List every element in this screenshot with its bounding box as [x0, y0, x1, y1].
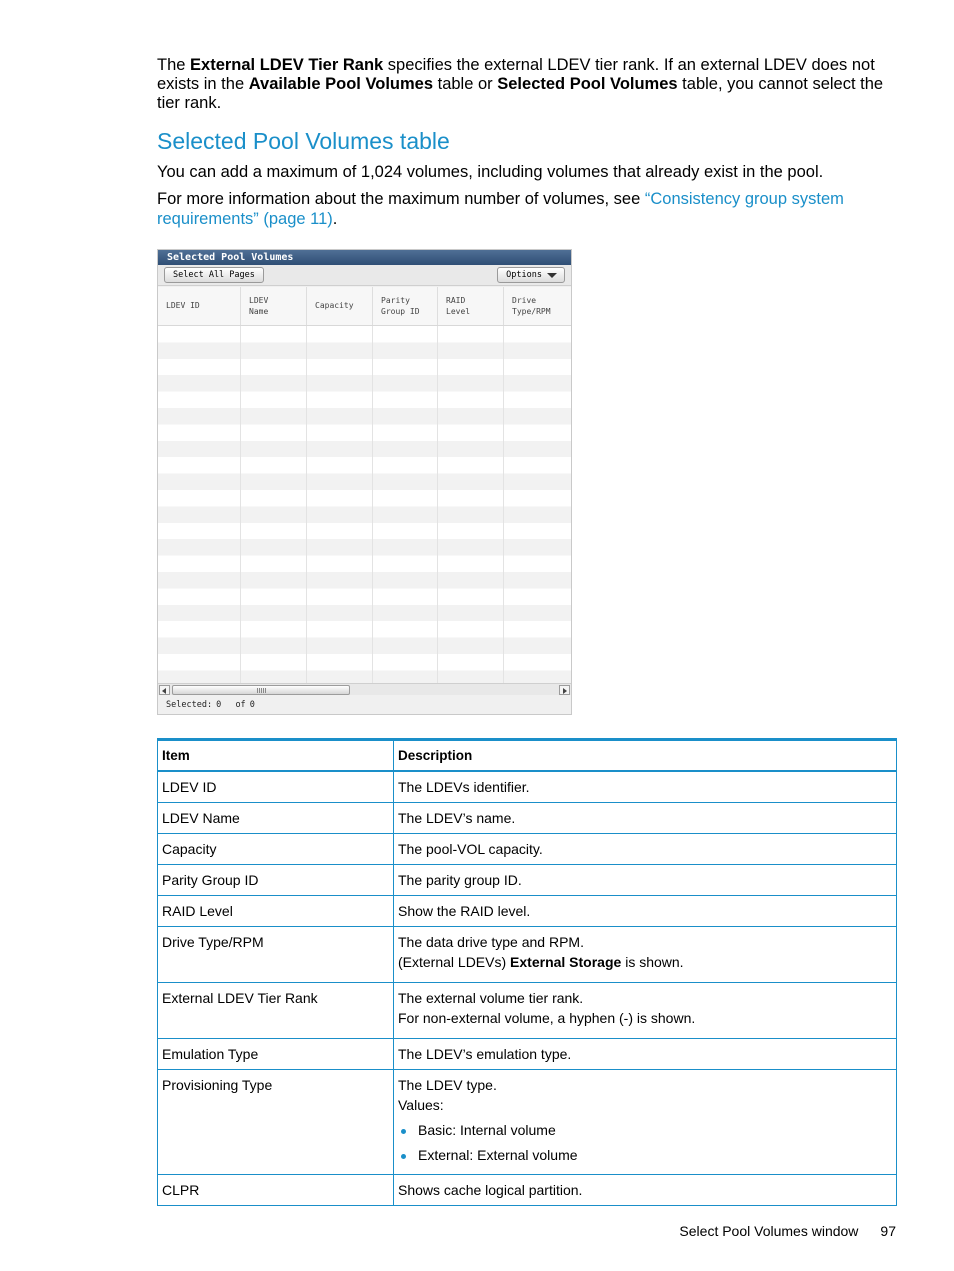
scroll-left-icon[interactable]: [159, 685, 170, 695]
table-row: RAID Level Show the RAID level.: [158, 896, 897, 927]
scroll-right-icon[interactable]: [559, 685, 570, 695]
col-header-drive-type[interactable]: Drive Type/RPM: [512, 296, 551, 316]
table-row: Parity Group ID The parity group ID.: [158, 865, 897, 896]
intro-paragraph: The External LDEV Tier Rank specifies the external LDEV tier rank. If an external LDEV does not exists in the Available Pool Volumes table or Selected Pool Volumes table, you cannot select the tier rank.: [157, 56, 884, 112]
horizontal-scrollbar[interactable]: [158, 683, 571, 695]
provisioning-values-list: [398, 1122, 892, 1164]
table-row: LDEV Name The LDEV’s name.: [158, 803, 897, 834]
grip-icon: [257, 688, 267, 693]
list-item: Basic: Internal volume: [398, 1122, 892, 1139]
panel-title: Selected Pool Volumes: [158, 250, 571, 265]
table-row: LDEV ID The LDEVs identifier.: [158, 771, 897, 803]
col-header-ldev-name[interactable]: LDEV Name: [241, 287, 307, 325]
col-header-ldev-id[interactable]: LDEV ID: [158, 287, 241, 325]
list-item: External: External volume: [398, 1147, 892, 1164]
description-table: [157, 738, 897, 1206]
col-header-capacity[interactable]: Capacity: [307, 287, 373, 325]
table-row: CLPR Shows cache logical partition.: [158, 1175, 897, 1206]
table-header-row: [158, 740, 897, 772]
table-row: External LDEV Tier Rank The external volume tier rank. For non-external volume, a hyphen (-) is shown.: [158, 983, 897, 1039]
max-volumes-paragraph: You can add a maximum of 1,024 volumes, including volumes that already exist in the pool.: [157, 163, 824, 181]
grid-header: [158, 287, 571, 326]
header-description: Description: [394, 740, 897, 772]
table-row: Drive Type/RPM The data drive type and RPM. (External LDEVs) External Storage is shown.: [158, 927, 897, 983]
selected-pool-volumes-panel: [157, 249, 572, 715]
col-header-raid-level[interactable]: RAID Level: [438, 287, 504, 325]
table-row: Capacity The pool-VOL capacity.: [158, 834, 897, 865]
select-all-pages-button[interactable]: Select All Pages: [164, 267, 264, 283]
scroll-thumb[interactable]: [172, 685, 350, 695]
panel-toolbar: [158, 265, 571, 286]
options-label: Options: [506, 270, 542, 280]
volumes-grid: [158, 287, 571, 683]
table-row: Emulation Type The LDEV’s emulation type.: [158, 1039, 897, 1070]
page-footer: [679, 1223, 896, 1239]
grid-body: [158, 326, 571, 683]
section-title: Selected Pool Volumes table: [157, 128, 450, 154]
page-number: 97: [880, 1223, 896, 1239]
options-button[interactable]: [497, 267, 565, 283]
table-row: Provisioning Type The LDEV type. Values: Basic: Internal volume External: External volume: [158, 1070, 897, 1175]
consistency-group-link[interactable]: “Consistency group system requirements” (page 11): [157, 190, 844, 228]
footer-section: Select Pool Volumes window: [679, 1223, 859, 1239]
col-header-parity-group-id[interactable]: Parity Group ID: [373, 287, 438, 325]
more-info-paragraph: For more information about the maximum number of volumes, see “Consistency group system requirements” (page 11).: [157, 190, 844, 228]
chevron-down-icon: [547, 273, 557, 278]
header-item: Item: [158, 740, 394, 772]
selection-count: Selected: 0 of 0: [166, 700, 255, 710]
